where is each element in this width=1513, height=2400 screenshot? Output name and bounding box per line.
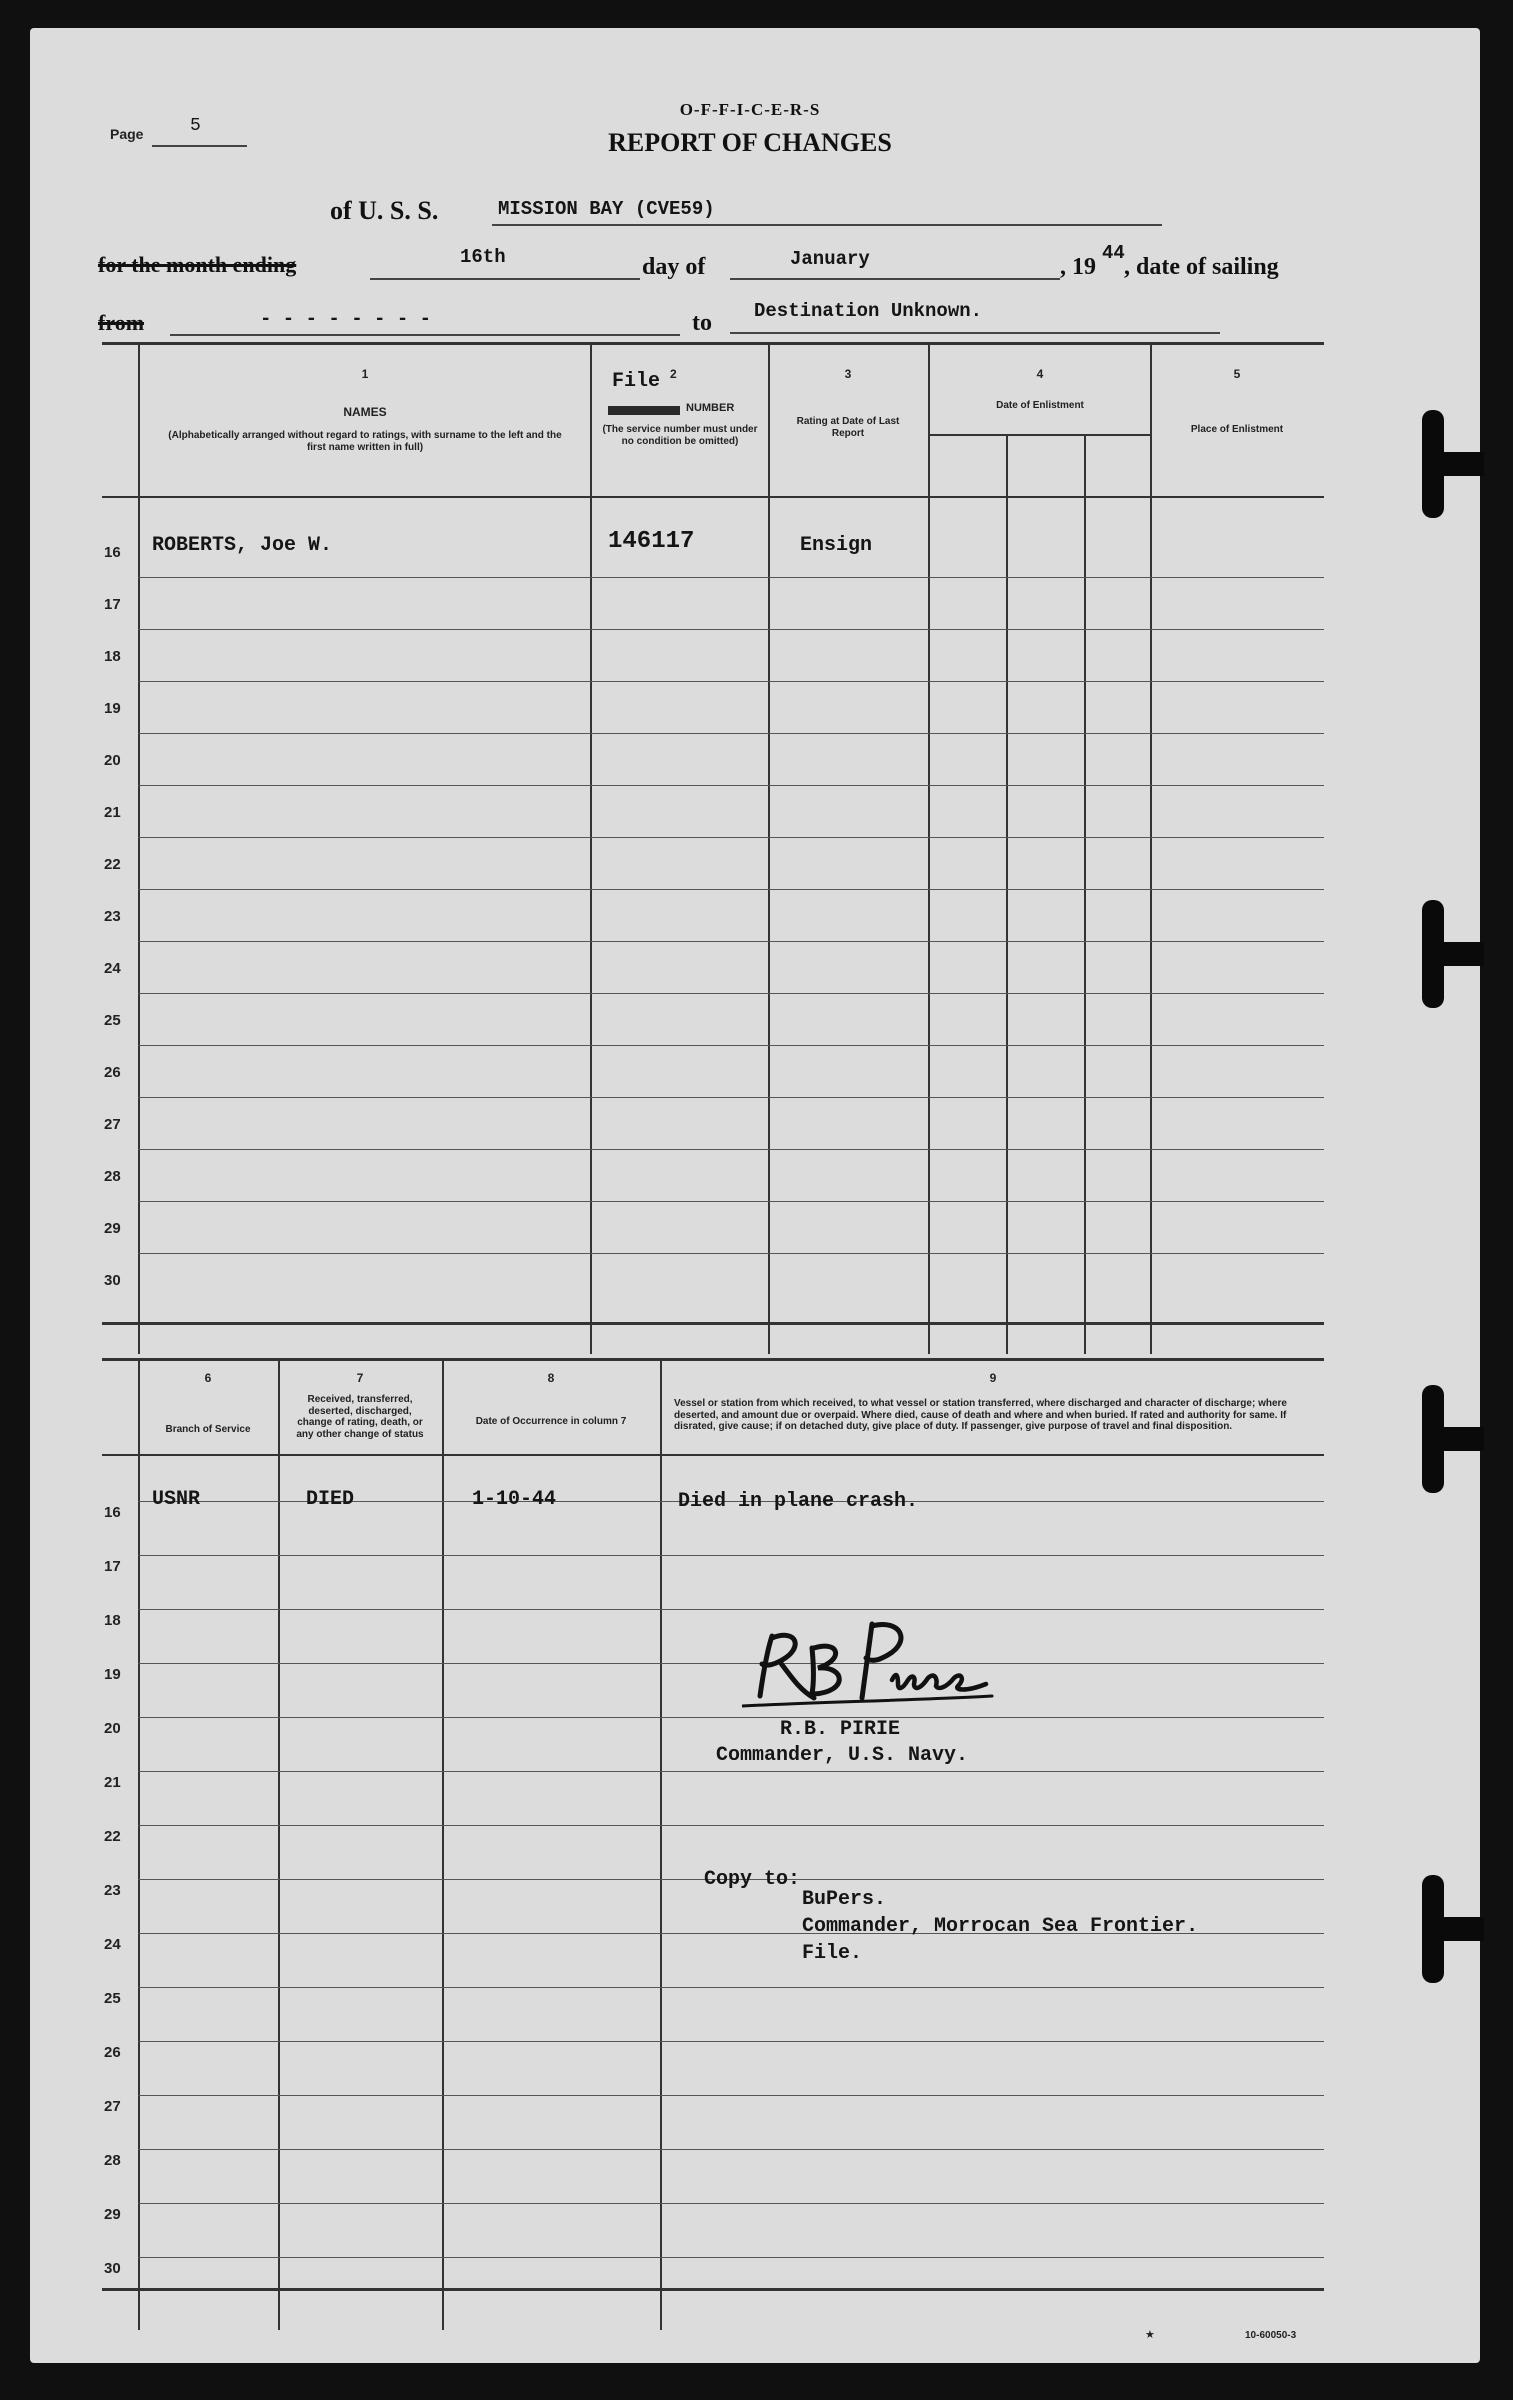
- struck-label: for the month ending: [98, 252, 297, 277]
- binding-tab: [1422, 1875, 1444, 1983]
- upper-row-number: 26: [104, 1064, 121, 1081]
- entry-file-number: 146117: [608, 528, 695, 555]
- upper-row-number: 20: [104, 752, 121, 769]
- entry-date-of-occurrence: 1-10-44: [472, 1488, 557, 1511]
- upper-left-rule: [138, 344, 140, 1354]
- lower-row-number: 30: [104, 2260, 121, 2277]
- col5-title: Place of Enlistment: [1190, 424, 1284, 435]
- page-number: 5: [190, 116, 201, 136]
- col4-num: 4: [1036, 367, 1044, 381]
- to-label: to: [692, 310, 712, 336]
- lower-row-number: 18: [104, 1612, 121, 1629]
- upper-row-number: 29: [104, 1220, 121, 1237]
- ship-name: MISSION BAY (CVE59): [498, 198, 715, 220]
- binding-tab-stem: [1444, 942, 1484, 966]
- lower-row-number: 19: [104, 1666, 121, 1683]
- page-underline: [152, 145, 247, 147]
- upper-row-number: 16: [104, 544, 121, 561]
- col6-title: Branch of Service: [165, 1424, 251, 1435]
- upper-row-number: 19: [104, 700, 121, 717]
- year-value: 44: [1102, 242, 1125, 264]
- col2-title: NUMBER: [686, 402, 735, 414]
- binding-tab: [1422, 900, 1444, 1008]
- entry-name: ROBERTS, Joe W.: [152, 534, 333, 557]
- upper-row-number: 17: [104, 596, 121, 613]
- lower-table-bottom: [102, 2288, 1324, 2291]
- lower-row-number: 29: [104, 2206, 121, 2223]
- entry-branch: USNR: [152, 1488, 201, 1511]
- lower-row-number: 21: [104, 1774, 121, 1791]
- lower-row-number: 24: [104, 1936, 121, 1953]
- lower-row-number: 22: [104, 1828, 121, 1845]
- upper-col-divider-3: [928, 344, 930, 1354]
- to-value: Destination Unknown.: [754, 300, 983, 322]
- form-title: O-F-F-I-C-E-R-S: [679, 100, 821, 119]
- day-of-label: day of: [642, 254, 706, 280]
- col4-title: Date of Enlistment: [996, 400, 1084, 411]
- col7-title: Received, transferred, deserted, discharged, change of rating, death, or any other change of status: [296, 1394, 424, 1440]
- col3-num: 3: [844, 367, 852, 381]
- upper-row-number: 21: [104, 804, 121, 821]
- report-title: REPORT OF CHANGES: [608, 128, 892, 157]
- year-prefix: , 19: [1060, 254, 1096, 280]
- col2-typed-label: File: [612, 370, 661, 393]
- binding-tab: [1422, 1385, 1444, 1493]
- upper-row-number: 30: [104, 1272, 121, 1289]
- enlistment-subheader-line: [928, 434, 1150, 436]
- binding-tab-stem: [1444, 452, 1484, 476]
- copy-to-list: [802, 1886, 1198, 1967]
- copy-to-recipient: BuPers.: [802, 1888, 887, 1911]
- upper-col-divider-4a: [1006, 436, 1008, 1354]
- col5-num: 5: [1233, 367, 1241, 381]
- upper-header-bottom: [102, 496, 1324, 498]
- signer-printed-name: R.B. PIRIE: [780, 1718, 901, 1741]
- signature: [742, 1618, 1042, 1718]
- col1-num: 1: [361, 367, 369, 381]
- from-value: - - - - - - - -: [260, 308, 432, 330]
- lower-row-number: 17: [104, 1558, 121, 1575]
- copy-to-label: Copy to:: [704, 1868, 801, 1891]
- lower-row-number: 26: [104, 2044, 121, 2061]
- signer-title: Commander, U.S. Navy.: [716, 1744, 969, 1767]
- upper-row-number: 28: [104, 1168, 121, 1185]
- lower-col-divider-1: [278, 1360, 280, 2330]
- lower-row-number: 27: [104, 2098, 121, 2115]
- lower-row-number: 16: [104, 1504, 121, 1521]
- lower-row-number: 23: [104, 1882, 121, 1899]
- print-code: 10-60050-3: [1245, 2330, 1297, 2341]
- copy-to-recipient: File.: [802, 1942, 863, 1965]
- lower-row-number: 28: [104, 2152, 121, 2169]
- col3-title: Rating at Date of Last Report: [796, 416, 900, 439]
- upper-row-number: 27: [104, 1116, 121, 1133]
- col1-note: (Alphabetically arranged without regard to ratings, with surname to the left and the first name written in full): [168, 430, 562, 453]
- col9-title: Vessel or station from which received, to what vessel or station transferred, where discharged and character of discharge; where deserted, and amount due or overpaid. Where died, cause of death and where and when buried. If rated and authority for same. If disrated, give cause; if on detached duty, give place of duty. If passenger, give purpose of travel and final disposition.: [674, 1398, 1287, 1432]
- lower-header-bottom: [102, 1454, 1324, 1456]
- copy-to-recipient: Commander, Morrocan Sea Frontier.: [802, 1915, 1199, 1938]
- star-icon: ★: [1145, 2329, 1155, 2341]
- entry-change: DIED: [306, 1488, 355, 1511]
- month-value: January: [790, 248, 870, 270]
- from-label: from: [98, 310, 145, 335]
- col8-num: 8: [547, 1371, 555, 1385]
- sailing-label: , date of sailing: [1124, 254, 1279, 280]
- lower-row-number: 20: [104, 1720, 121, 1737]
- binding-tab: [1422, 410, 1444, 518]
- ship-prefix: of U. S. S.: [330, 196, 439, 225]
- upper-col-divider-4b: [1084, 436, 1086, 1354]
- upper-col-divider-1: [590, 344, 592, 1354]
- day-value: 16th: [460, 246, 506, 268]
- entry-remarks: Died in plane crash.: [678, 1490, 919, 1513]
- upper-col-divider-5: [1150, 344, 1152, 1354]
- upper-row-number: 23: [104, 908, 121, 925]
- to-underline: [730, 332, 1220, 334]
- upper-table-bottom: [102, 1322, 1324, 1325]
- col7-num: 7: [356, 1371, 364, 1385]
- col8-title: Date of Occurrence in column 7: [475, 1416, 627, 1427]
- ship-underline: [492, 224, 1162, 226]
- col2-num: 2: [670, 367, 677, 381]
- col9-num: 9: [989, 1371, 997, 1385]
- col1-title: NAMES: [343, 405, 387, 419]
- col2-struck-word: [608, 406, 680, 415]
- entry-rating: Ensign: [800, 534, 873, 557]
- upper-row-number: 25: [104, 1012, 121, 1029]
- binding-tab-stem: [1444, 1917, 1484, 1941]
- month-underline: [730, 278, 1060, 280]
- lower-col-divider-2: [442, 1360, 444, 2330]
- upper-row-number: 24: [104, 960, 121, 977]
- lower-table-top: [102, 1358, 1324, 1361]
- upper-table-top: [102, 342, 1324, 345]
- page-label: Page: [110, 126, 144, 142]
- col2-note: (The service number must under no condition be omitted): [602, 424, 758, 447]
- upper-row-number: 18: [104, 648, 121, 665]
- day-underline: [370, 278, 640, 280]
- from-underline: [170, 334, 680, 336]
- upper-row-number: 22: [104, 856, 121, 873]
- lower-row-number: 25: [104, 1990, 121, 2007]
- col6-num: 6: [204, 1371, 212, 1385]
- binding-tab-stem: [1444, 1427, 1484, 1451]
- upper-col-divider-2: [768, 344, 770, 1354]
- report-sheet: [30, 28, 1480, 2363]
- lower-col-divider-3: [660, 1360, 662, 2330]
